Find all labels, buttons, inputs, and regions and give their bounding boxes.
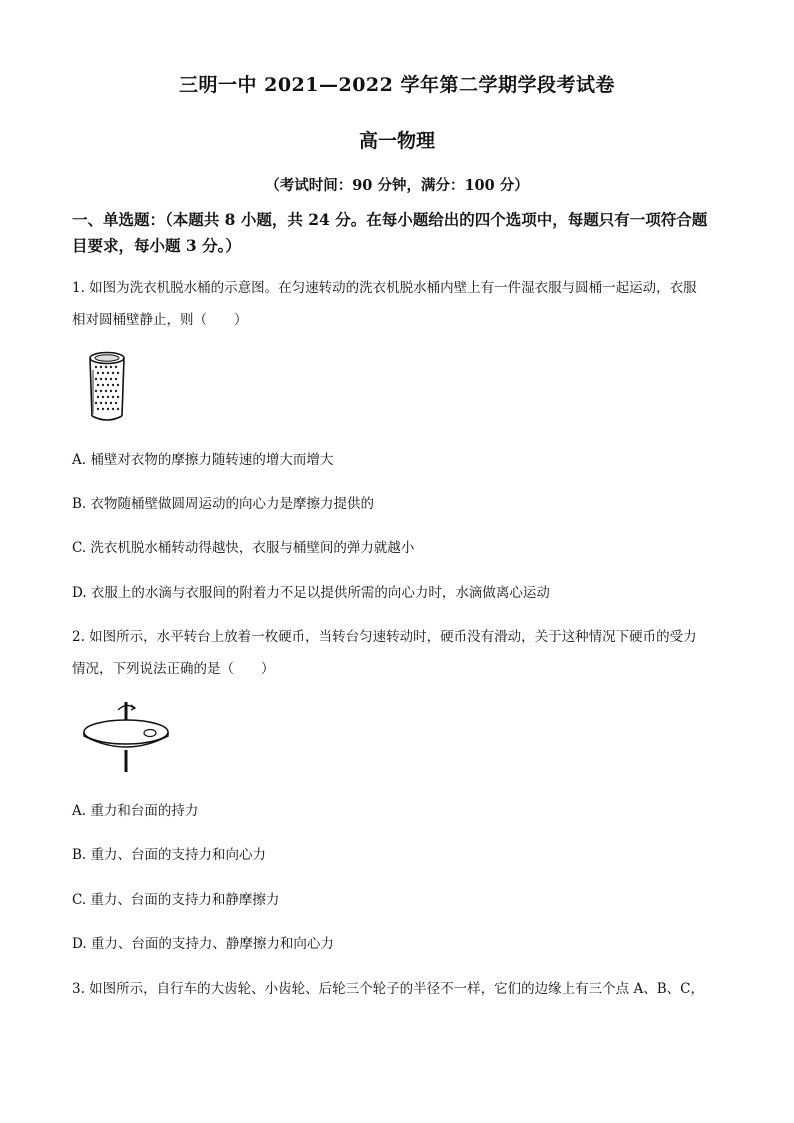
section-heading — [72, 207, 732, 259]
q2-option-c: C. 重力、台面的支持力和静摩擦力 — [72, 892, 280, 908]
q2-option-b: B. 重力、台面的支持力和向心力 — [72, 847, 267, 863]
question-2-line1: 2. 如图所示，水平转台上放着一枚硬币，当转台匀速转动时，硬币没有滑动，关于这种情况下硬币的受力 — [72, 629, 697, 645]
section-heading-line1: 一、单选题：（本题共 8 小题，共 24 分。在每小题给出的四个选项中，每题只有一项符合题 — [72, 210, 708, 229]
question-3-line1: 3. 如图所示，自行车的大齿轮、小齿轮、后轮三个轮子的半径不一样，它们的边缘上有三个点 A、B、C， — [72, 981, 704, 997]
exam-title: 三明一中 2021—2022 学年第二学期学段考试卷 — [179, 74, 615, 96]
exam-info: （考试时间：90 分钟，满分：100 分） — [265, 177, 529, 194]
exam-subject: 高一物理 — [358, 130, 435, 152]
q2-option-d: D. 重力、台面的支持力、静摩擦力和向心力 — [72, 936, 334, 952]
question-1 — [72, 279, 732, 329]
question-2-line2: 情况，下列说法正确的是（ ） — [72, 661, 275, 677]
q1-option-b: B. 衣物随桶壁做圆周运动的向心力是摩擦力提供的 — [72, 496, 375, 512]
q2-option-a: A. 重力和台面的持力 — [72, 803, 199, 819]
q1-option-d: D. 衣服上的水滴与衣服间的附着力不足以提供所需的向心力时，水滴做离心运动 — [72, 585, 550, 601]
question-2 — [72, 628, 732, 678]
washing-machine-drum-figure — [84, 350, 130, 428]
turntable-coin-figure — [80, 698, 172, 774]
q1-option-a: A. 桶壁对衣物的摩擦力随转速的增大而增大 — [72, 452, 334, 468]
question-1-line1: 1. 如图为洗衣机脱水桶的示意图。在匀速转动的洗衣机脱水桶内壁上有一件湿衣服与圆桶一起运动，衣服 — [72, 280, 697, 296]
q1-option-c: C. 洗衣机脱水桶转动得越快，衣服与桶壁间的弹力就越小 — [72, 540, 415, 556]
section-heading-line2: 目要求，每小题 3 分。） — [72, 236, 241, 255]
question-1-line2: 相对圆桶壁静止，则（ ） — [72, 312, 248, 328]
